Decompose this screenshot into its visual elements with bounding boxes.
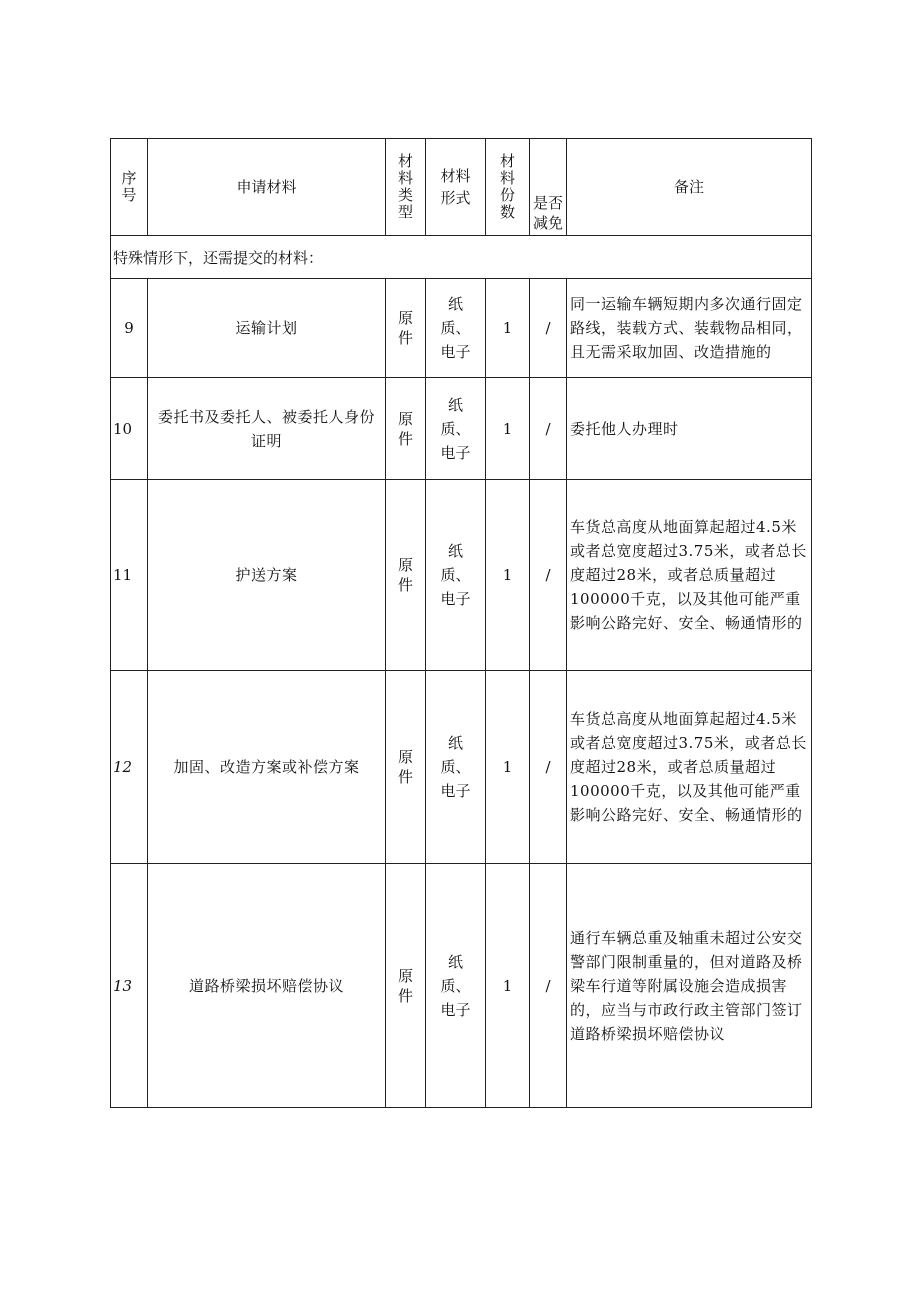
row-type: 原件 bbox=[386, 279, 426, 378]
row-form: 纸 质、 电子 bbox=[426, 671, 486, 864]
header-material: 申请材料 bbox=[148, 139, 386, 236]
row-reduce: / bbox=[530, 864, 567, 1108]
section-row bbox=[111, 236, 812, 279]
table-row bbox=[111, 279, 812, 378]
row-material: 道路桥梁损坏赔偿协议 bbox=[148, 864, 386, 1108]
section-title: 特殊情形下，还需提交的材料： bbox=[111, 236, 812, 279]
header-reduce: 是否减免 bbox=[530, 139, 567, 236]
table-row bbox=[111, 671, 812, 864]
row-seq: 11 bbox=[111, 480, 148, 671]
row-type: 原件 bbox=[386, 378, 426, 480]
header-type: 材料类型 bbox=[386, 139, 426, 236]
table-row bbox=[111, 480, 812, 671]
row-reduce: / bbox=[530, 378, 567, 480]
row-note: 车货总高度从地面算起超过4.5米或者总宽度超过3.75米，或者总长度超过28米，或者总质量超过100000千克，以及其他可能严重影响公路完好、安全、畅通情形的 bbox=[567, 480, 812, 671]
row-reduce: / bbox=[530, 480, 567, 671]
row-note: 车货总高度从地面算起超过4.5米或者总宽度超过3.75米，或者总长度超过28米，或者总质量超过100000千克，以及其他可能严重影响公路完好、安全、畅通情形的 bbox=[567, 671, 812, 864]
row-type: 原件 bbox=[386, 480, 426, 671]
row-type: 原件 bbox=[386, 671, 426, 864]
row-form: 纸 质、 电子 bbox=[426, 864, 486, 1108]
row-seq: 13 bbox=[111, 864, 148, 1108]
row-form: 纸 质、 电子 bbox=[426, 378, 486, 480]
header-count: 材料份数 bbox=[486, 139, 530, 236]
table-row bbox=[111, 378, 812, 480]
row-reduce: / bbox=[530, 279, 567, 378]
row-seq: 10 bbox=[111, 378, 148, 480]
header-row bbox=[111, 139, 812, 236]
row-form: 纸 质、 电子 bbox=[426, 480, 486, 671]
header-form: 材料形式 bbox=[426, 139, 486, 236]
row-count: 1 bbox=[486, 864, 530, 1108]
row-material: 护送方案 bbox=[148, 480, 386, 671]
row-count: 1 bbox=[486, 671, 530, 864]
header-note: 备注 bbox=[567, 139, 812, 236]
row-note: 通行车辆总重及轴重未超过公安交警部门限制重量的，但对道路及桥梁车行道等附属设施会造成损害的，应当与市政行政主管部门签订道路桥梁损坏赔偿协议 bbox=[567, 864, 812, 1108]
row-count: 1 bbox=[486, 378, 530, 480]
row-note: 委托他人办理时 bbox=[567, 378, 812, 480]
row-seq: 12 bbox=[111, 671, 148, 864]
row-material: 运输计划 bbox=[148, 279, 386, 378]
header-seq: 序号 bbox=[111, 139, 148, 236]
table-row bbox=[111, 864, 812, 1108]
row-material: 加固、改造方案或补偿方案 bbox=[148, 671, 386, 864]
row-count: 1 bbox=[486, 279, 530, 378]
row-form: 纸 质、 电子 bbox=[426, 279, 486, 378]
row-seq: 9 bbox=[111, 279, 148, 378]
row-count: 1 bbox=[486, 480, 530, 671]
materials-table bbox=[110, 138, 812, 1108]
row-material: 委托书及委托人、被委托人身份证明 bbox=[148, 378, 386, 480]
row-reduce: / bbox=[530, 671, 567, 864]
row-type: 原件 bbox=[386, 864, 426, 1108]
row-note: 同一运输车辆短期内多次通行固定路线，装载方式、装载物品相同，且无需采取加固、改造措施的 bbox=[567, 279, 812, 378]
